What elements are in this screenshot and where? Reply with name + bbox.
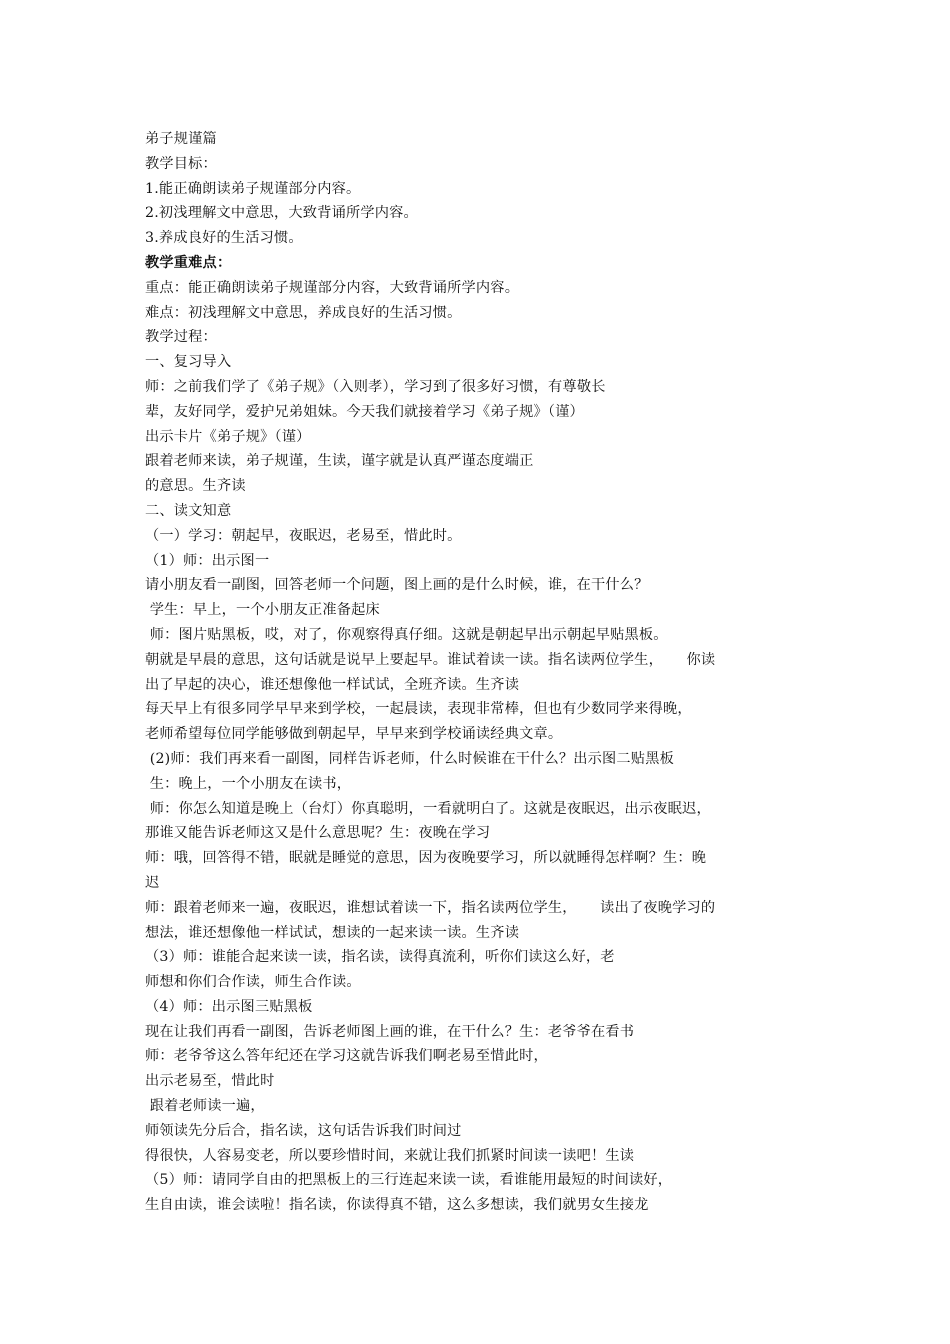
text-line: 师：跟着老师来一遍，夜眠迟，谁想试着读一下，指名读两位学生， 读出了夜晚学习的 (145, 899, 716, 916)
text-line: 出示老易至，惜此时 (145, 1073, 275, 1090)
text-line: 学生：早上，一个小朋友正准备起床 (145, 602, 380, 619)
text-line: 师：你怎么知道是晚上（台灯）你真聪明，一看就明白了。这就是夜眠迟，出示夜眠迟， (145, 800, 711, 817)
text-line: 迟 (145, 874, 160, 891)
section-heading: 一、复习导入 (145, 354, 232, 371)
text-line: 师：老爷爷这么答年纪还在学习这就告诉我们啊老易至惜此时， (145, 1048, 548, 1065)
section-heading: 教学目标： (145, 155, 217, 172)
text-line: 想法，谁还想像他一样试试，想读的一起来读一读。生齐读 (145, 924, 520, 941)
text-line: 请小朋友看一副图，回答老师一个问题，图上画的是什么时候，谁，在干什么？ (145, 577, 649, 594)
text-line: 重点：能正确朗读弟子规谨部分内容，大致背诵所学内容。 (145, 279, 520, 296)
text-line: 现在让我们再看一副图，告诉老师图上画的谁，在干什么？生：老爷爷在看书 (145, 1023, 635, 1040)
section-heading: 教学过程： (145, 329, 217, 346)
text-line: 出示卡片《弟子规》（谨） (145, 428, 311, 445)
document-body (145, 127, 825, 1218)
text-line: 的意思。生齐读 (145, 478, 246, 495)
text-line: 朝就是早晨的意思，这句话就是说早上要起早。谁试着读一读。指名读两位学生， 你读 (145, 651, 716, 668)
text-line: 师：之前我们学了《弟子规》（入则孝），学习到了很多好习惯，有尊敬长 (145, 378, 606, 395)
text-line: （3）师：谁能合起来读一读，指名读，读得真流利，听你们读这么好，老 (145, 949, 615, 966)
text-line: 2.初浅理解文中意思，大致背诵所学内容。 (145, 205, 418, 222)
text-line: 生：晚上，一个小朋友在读书， (145, 775, 352, 792)
text-line: 出了早起的决心，谁还想像他一样试试，全班齐读。生齐读 (145, 676, 520, 693)
text-line: 那谁又能告诉老师这又是什么意思呢？生：夜晚在学习 (145, 825, 491, 842)
text-line: 得很快，人容易变老，所以要珍惜时间，来就让我们抓紧时间读一读吧！生读 (145, 1147, 635, 1164)
text-line: 跟着老师读一遍， (145, 1098, 265, 1115)
section-heading: 二、读文知意 (145, 502, 232, 519)
text-line: 辈，友好同学，爱护兄弟姐妹。今天我们就接着学习《弟子规》（谨） (145, 403, 584, 420)
text-line: 跟着老师来读，弟子规谨，生读，谨字就是认真严谨态度端正 (145, 453, 534, 470)
text-line: 师领读先分后合，指名读，这句话告诉我们时间过 (145, 1122, 462, 1139)
text-line: (2)师：我们再来看一副图，同样告诉老师，什么时候谁在干什么？出示图二贴黑板 (145, 750, 674, 767)
text-line: （一）学习：朝起早，夜眠迟，老易至，惜此时。 (145, 527, 462, 544)
text-line: 3.养成良好的生活习惯。 (145, 230, 303, 247)
text-line: 难点：初浅理解文中意思，养成良好的生活习惯。 (145, 304, 462, 321)
text-line: 生自由读，谁会读啦！指名读，你读得真不错，这么多想读，我们就男女生接龙 (145, 1197, 649, 1214)
doc-title: 弟子规谨篇 (145, 131, 217, 147)
text-line: （5）师：请同学自由的把黑板上的三行连起来读一读，看谁能用最短的时间读好， (145, 1172, 673, 1189)
text-line: （1）师：出示图一 (145, 552, 270, 569)
text-line: 1.能正确朗读弟子规谨部分内容。 (145, 180, 361, 197)
text-line: 每天早上有很多同学早早来到学校，一起晨读，表现非常棒，但也有少数同学来得晚， (145, 701, 692, 718)
text-line: 师：图片贴黑板，哎，对了，你观察得真仔细。这就是朝起早出示朝起早贴黑板。 (145, 626, 668, 643)
section-heading-bold: 教学重难点： (145, 254, 232, 271)
text-line: 老师希望每位同学能够做到朝起早，早早来到学校诵读经典文章。 (145, 726, 563, 743)
text-line: 师想和你们合作读，师生合作读。 (145, 974, 361, 991)
text-line: （4）师：出示图三贴黑板 (145, 998, 313, 1015)
text-line: 师：哦，回答得不错，眠就是睡觉的意思，因为夜晚要学习，所以就睡得怎样啊？生：晚 (145, 850, 707, 867)
